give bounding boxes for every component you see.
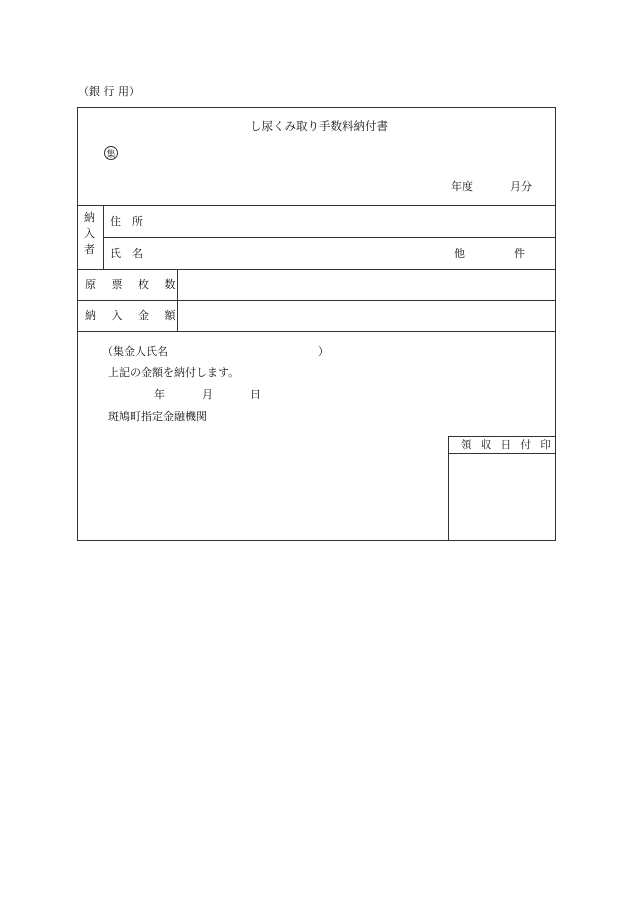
date-year-label: 年 [154, 388, 165, 401]
divider [103, 237, 556, 238]
fiscal-year-label: 年度 [451, 180, 473, 193]
amount-label: 納 入 金 額 [85, 309, 182, 322]
payment-statement: 上記の金額を納付します。 [108, 366, 240, 379]
divider [77, 269, 556, 270]
amount-field[interactable] [180, 303, 552, 329]
ticket-count-field[interactable] [180, 272, 552, 298]
other-label: 他 [454, 247, 465, 260]
name-field[interactable] [180, 240, 440, 266]
collector-name-label: （集金人氏名 [102, 345, 168, 358]
date-day-label: 日 [250, 388, 261, 401]
usage-label: （銀 行 用） [78, 85, 140, 98]
date-month-label: 月 [202, 388, 213, 401]
divider [77, 300, 556, 301]
collector-mark: 集 [104, 146, 118, 160]
address-field[interactable] [180, 208, 550, 234]
divider [103, 205, 104, 269]
divider [77, 331, 556, 332]
institution-name: 斑鳩町指定金融機関 [108, 410, 207, 423]
receipt-stamp-box [448, 436, 556, 541]
form-title: し尿くみ取り手数料納付書 [250, 119, 388, 133]
receipt-stamp-label: 領 収 日 付 印 [461, 439, 554, 451]
collector-name-close: ） [318, 345, 329, 358]
divider [77, 205, 556, 206]
address-label: 住 所 [110, 215, 143, 228]
divider [448, 453, 556, 454]
count-unit-label: 件 [514, 247, 525, 260]
payer-section-label: 納 入 者 [84, 211, 95, 256]
ticket-count-label: 原 票 枚 数 [85, 278, 182, 291]
name-label: 氏 名 [110, 247, 143, 260]
month-label: 月分 [510, 180, 532, 193]
